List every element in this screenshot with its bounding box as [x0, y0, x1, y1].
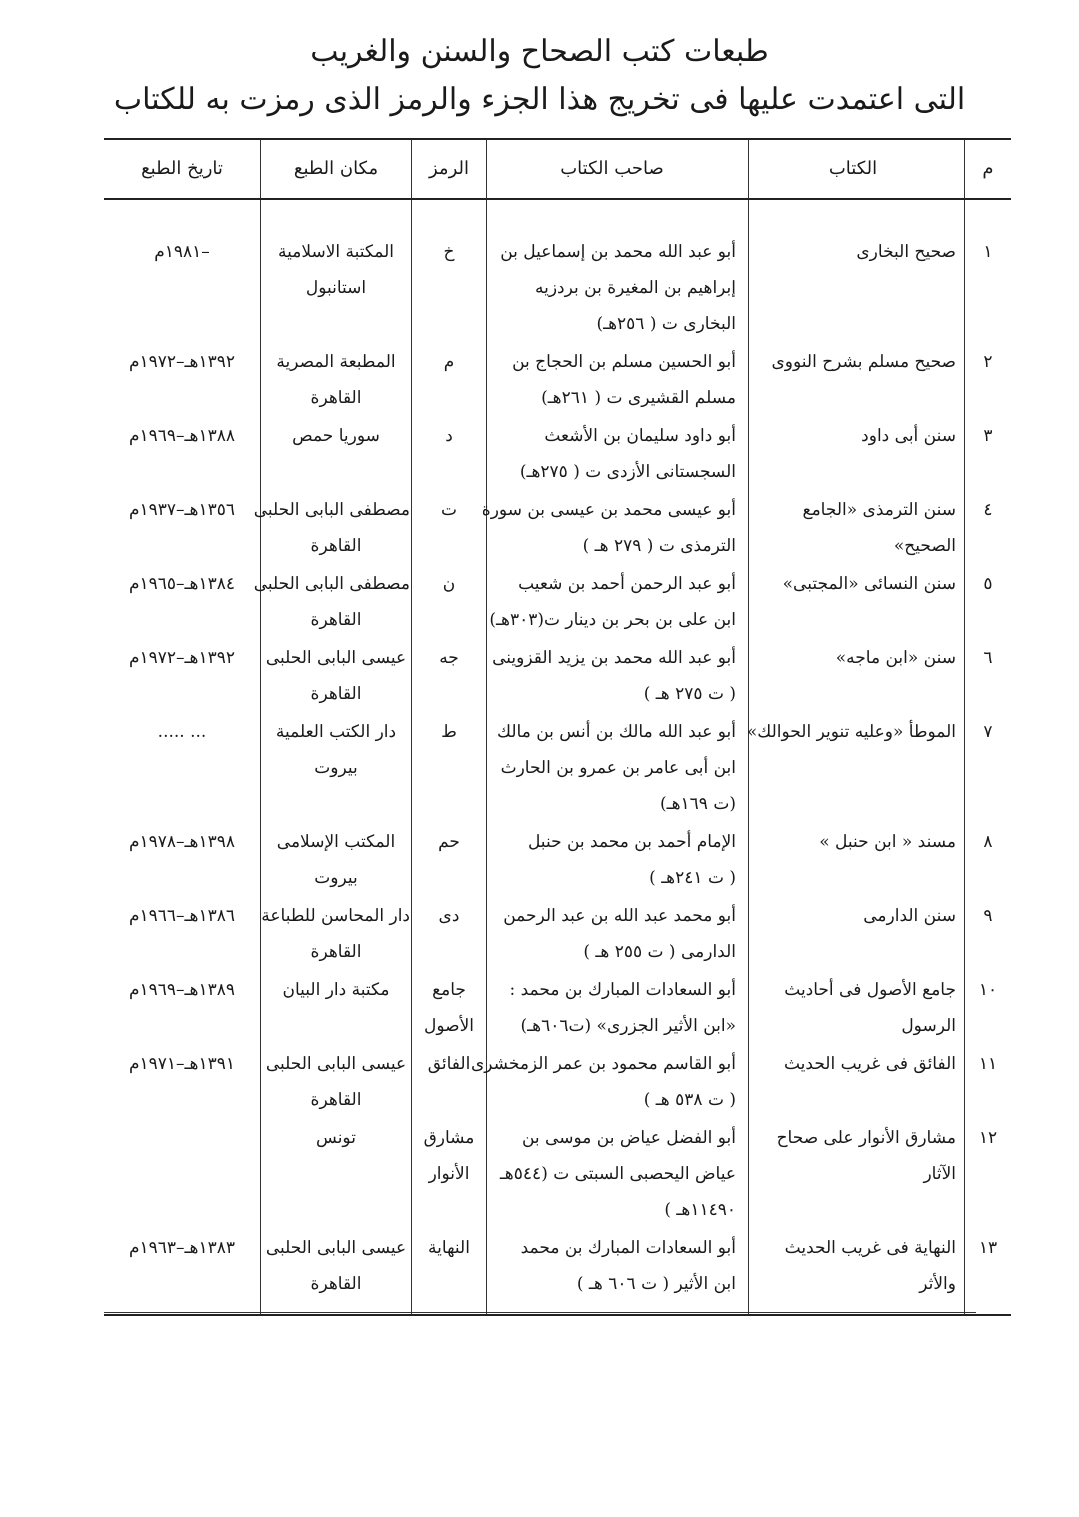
cell-author-line: السجستانى الأزدى ت ( ٢٧٥هـ) — [519, 462, 736, 482]
cell-author-line: ( ت ٢٤١هـ ) — [649, 868, 736, 888]
cell-author — [487, 418, 749, 492]
cell-number: ١٢ — [965, 1120, 1012, 1230]
cell-book-line: جامع الأصول فى أحاديث — [784, 980, 956, 1000]
cell-book — [749, 418, 965, 492]
cell-author-line: أبو القاسم محمود بن عمر الزمخشرى — [471, 1054, 736, 1074]
cell-book — [749, 972, 965, 1046]
cell-author-line: الإمام أحمد بن محمد بن حنبل — [527, 832, 736, 852]
cell-date-line: ١٣٩٢هـ–١٩٧٢م — [128, 352, 236, 372]
cell-date — [104, 972, 261, 1046]
cell-date — [104, 640, 261, 714]
cell-author — [487, 1230, 749, 1315]
cell-number: ١ — [965, 199, 1012, 344]
cell-date-line: –١٩٨١م — [154, 242, 210, 262]
cell-book — [749, 344, 965, 418]
cell-book — [749, 566, 965, 640]
cell-symbol — [412, 1120, 487, 1230]
cell-symbol-line: الفائق — [427, 1054, 471, 1074]
cell-symbol-line: دى — [438, 906, 460, 926]
cell-book-line: سنن أبى داود — [861, 426, 956, 446]
cell-author — [487, 972, 749, 1046]
cell-author-line: أبو عبد الله مالك بن أنس بن مالك — [497, 722, 736, 742]
cell-author-line: أبو داود سليمان بن الأشعث — [544, 426, 736, 446]
cell-author-line: عياض اليحصبى السبتى ت (٥٤٤هـ — [499, 1164, 736, 1184]
cell-symbol-line: ط — [441, 722, 457, 742]
cell-number: ٢ — [965, 344, 1012, 418]
cell-symbol — [412, 566, 487, 640]
cell-place-line: عيسى البابى الحلبى — [265, 1054, 407, 1074]
cell-book — [749, 898, 965, 972]
header-book: الكتاب — [749, 139, 965, 199]
cell-book-line: الفائق فى غريب الحديث — [783, 1054, 956, 1074]
cell-symbol-line: ن — [442, 574, 456, 594]
cell-author-line: الترمذى ت ( ٢٧٩ هـ ) — [582, 536, 736, 556]
cell-symbol — [412, 344, 487, 418]
cell-number: ١٣ — [965, 1230, 1012, 1315]
cell-author-line: ابن على بن بحر بن دينار ت(٣٠٣هـ) — [489, 610, 736, 630]
cell-book — [749, 1120, 965, 1230]
cell-place-line: المكتب الإسلامى — [276, 832, 396, 852]
cell-symbol — [412, 824, 487, 898]
cell-author — [471, 1046, 749, 1120]
cell-symbol-line: النهاية — [428, 1238, 470, 1258]
cell-place-line: استانبول — [305, 278, 367, 298]
cell-author — [487, 640, 749, 714]
book-editions-table — [104, 138, 1011, 1316]
table-row — [104, 1046, 1011, 1120]
cell-book-line: سنن الدارمى — [863, 906, 956, 926]
cell-book-line: الرسول — [901, 1016, 956, 1036]
table-header-row — [104, 139, 1011, 199]
cell-symbol — [412, 418, 487, 492]
cell-number: ٧ — [965, 714, 1012, 824]
page-title: طبعات كتب الصحاح والسنن والغريب — [310, 34, 769, 69]
cell-book-line: النهاية فى غريب الحديث — [784, 1238, 956, 1258]
cell-place — [261, 972, 412, 1046]
cell-date-line: ١٣٨٨هـ–١٩٦٩م — [128, 426, 236, 446]
cell-place-line: دار المحاسن للطباعة — [261, 906, 410, 926]
cell-date-line: ١٣٩٨هـ–١٩٧٨م — [128, 832, 236, 852]
cell-number: ١٠ — [965, 972, 1012, 1046]
cell-date — [104, 492, 261, 566]
cell-place — [261, 1230, 412, 1315]
cell-date-line: ١٣٨٦هـ–١٩٦٦م — [128, 906, 236, 926]
cell-number: ٥ — [965, 566, 1012, 640]
cell-author-line: أبو عيسى محمد بن عيسى بن سورة — [481, 500, 736, 520]
cell-book — [746, 714, 965, 824]
cell-author-line: ابن الأثير ( ت ٦٠٦ هـ ) — [576, 1274, 736, 1294]
cell-place — [261, 640, 412, 714]
cell-place — [261, 1046, 412, 1120]
cell-place-line: مصطفى البابى الحلبى — [253, 574, 410, 594]
cell-symbol-line: حم — [438, 832, 460, 852]
cell-author-line: أبو محمد عبد الله بن عبد الرحمن — [503, 906, 736, 926]
table-row — [104, 344, 1011, 418]
cell-place-line: القاهرة — [310, 388, 362, 408]
header-place: مكان الطبع — [261, 139, 412, 199]
cell-date — [104, 824, 261, 898]
cell-book — [749, 492, 965, 566]
header-date: تاريخ الطبع — [104, 139, 261, 199]
cell-author-line: ١١٤٩٠هـ ) — [664, 1200, 736, 1220]
cell-author-line: إبراهيم بن المغيرة بن بردزيه — [534, 278, 736, 298]
cell-symbol-line: الأنوار — [428, 1164, 470, 1184]
cell-book-line: والأثر — [919, 1274, 956, 1294]
cell-symbol — [412, 199, 487, 344]
cell-date — [104, 714, 261, 824]
table-row — [104, 1120, 1011, 1230]
cell-symbol-line: د — [445, 426, 453, 446]
cell-date-line: ١٣٩١هـ–١٩٧١م — [128, 1054, 236, 1074]
cell-place-line: القاهرة — [310, 942, 362, 962]
cell-book-line: صحيح مسلم بشرح النووى — [771, 352, 956, 372]
cell-symbol-line: جامع — [432, 980, 466, 1000]
cell-author-line: أبو عبد الرحمن أحمد بن شعيب — [518, 574, 736, 594]
cell-book-line: مشارق الأنوار على صحاح — [776, 1128, 956, 1148]
cell-symbol-line: م — [443, 352, 455, 372]
cell-author-line: أبو الفضل عياض بن موسى بن — [521, 1128, 736, 1148]
cell-symbol-line: الأصول — [424, 1016, 474, 1036]
cell-symbol-line: مشارق — [423, 1128, 475, 1148]
table-row — [104, 898, 1011, 972]
cell-author-line: أبو الحسين مسلم بن الحجاج بن — [512, 352, 736, 372]
cell-place-line: عيسى البابى الحلبى — [265, 1238, 407, 1258]
cell-number: ٩ — [965, 898, 1012, 972]
cell-number: ١١ — [965, 1046, 1012, 1120]
cell-date — [104, 1230, 261, 1315]
cell-place-line: القاهرة — [310, 684, 362, 704]
cell-date — [104, 199, 261, 344]
cell-author — [487, 714, 749, 824]
cell-place-line: القاهرة — [310, 610, 362, 630]
cell-number: ٨ — [965, 824, 1012, 898]
cell-place-line: المطبعة المصرية — [276, 352, 396, 372]
cell-place — [261, 199, 412, 344]
cell-author-line: ابن أبى عامر بن عمرو بن الحارث — [500, 758, 736, 778]
cell-place-line: بيروت — [314, 758, 358, 778]
table-row — [104, 566, 1011, 640]
cell-book-line: الصحيح» — [893, 536, 956, 556]
page-subtitle: التى اعتمدت عليها فى تخريج هذا الجزء والرمز الذى رمزت به للكتاب — [113, 82, 966, 117]
cell-author — [487, 898, 749, 972]
cell-place-line: عيسى البابى الحلبى — [265, 648, 407, 668]
table-row — [104, 640, 1011, 714]
cell-place-line: دار الكتب العلمية — [275, 722, 397, 742]
cell-book-line: سنن الترمذى «الجامع — [802, 500, 956, 520]
cell-author-line: أبو عبد الله محمد بن إسماعيل بن — [500, 242, 736, 262]
table-row — [104, 492, 1011, 566]
bottom-rule — [104, 1312, 976, 1313]
cell-date — [104, 344, 261, 418]
cell-place-line: المكتبة الاسلامية — [277, 242, 395, 262]
cell-place-line: مكتبة دار البيان — [282, 980, 390, 1000]
header-symbol: الرمز — [412, 139, 487, 199]
cell-symbol — [412, 640, 487, 714]
cell-author-line: أبو السعادات المبارك بن محمد — [520, 1238, 736, 1258]
cell-author — [487, 199, 749, 344]
cell-number: ٣ — [965, 418, 1012, 492]
cell-place-line: القاهرة — [310, 1274, 362, 1294]
cell-place-line: القاهرة — [310, 536, 362, 556]
cell-author-line: الدارمى ( ت ٢٥٥ هـ ) — [583, 942, 736, 962]
cell-symbol-line: خ — [443, 242, 455, 262]
cell-place — [261, 898, 412, 972]
cell-book-line: الموطأ «وعليه تنوير الحوالك» — [746, 722, 956, 742]
cell-date-line: ١٣٨٤هـ–١٩٦٥م — [128, 574, 236, 594]
cell-book-line: مسند « ابن حنبل » — [819, 832, 956, 852]
cell-symbol — [412, 492, 487, 566]
cell-date — [104, 1046, 261, 1120]
cell-date-line: ١٣٨٣هـ–١٩٦٣م — [128, 1238, 236, 1258]
cell-author — [487, 566, 749, 640]
cell-book — [749, 199, 965, 344]
cell-date-line: ١٣٥٦هـ–١٩٣٧م — [128, 500, 236, 520]
cell-author-line: ( ت ٢٧٥ هـ ) — [643, 684, 736, 704]
cell-symbol — [412, 714, 487, 824]
cell-symbol — [412, 972, 487, 1046]
header-number: م — [965, 139, 1012, 199]
table-row — [104, 1230, 1011, 1315]
cell-symbol-line: جه — [439, 648, 459, 668]
cell-number: ٦ — [965, 640, 1012, 714]
cell-date — [104, 1120, 261, 1230]
cell-author-line: أبو عبد الله محمد بن يزيد القزوينى — [492, 648, 736, 668]
cell-date-line: ١٣٨٩هـ–١٩٦٩م — [128, 980, 236, 1000]
cell-author-line: أبو السعادات المبارك بن محمد : — [509, 980, 736, 1000]
cell-author-line: البخارى ت ( ٢٥٦هـ) — [596, 314, 736, 334]
cell-symbol — [412, 898, 487, 972]
cell-author-line: مسلم القشيرى ت ( ٢٦١هـ) — [541, 388, 736, 408]
table-row — [104, 824, 1011, 898]
cell-book — [749, 1046, 965, 1120]
cell-book-line: صحيح البخارى — [856, 242, 956, 262]
cell-place-line: القاهرة — [310, 1090, 362, 1110]
cell-author-line: (ت ١٦٩هـ) — [659, 794, 736, 814]
table-row — [104, 972, 1011, 1046]
cell-number: ٤ — [965, 492, 1012, 566]
cell-place-line: مصطفى البابى الحلبى — [253, 500, 410, 520]
cell-place — [261, 824, 412, 898]
table-row — [104, 714, 1011, 824]
cell-author-line: ( ت ٥٣٨ هـ ) — [643, 1090, 736, 1110]
cell-place-line: سوريا حمص — [292, 426, 380, 446]
cell-symbol-line: ت — [440, 500, 457, 520]
cell-place-line: تونس — [316, 1128, 356, 1148]
cell-book — [749, 824, 965, 898]
cell-date — [104, 898, 261, 972]
cell-book-line: سنن النسائى «المجتبى» — [782, 574, 956, 594]
cell-place-line: بيروت — [314, 868, 358, 888]
cell-author-line: «ابن الأثير الجزرى» (ت٦٠٦هـ) — [520, 1016, 736, 1036]
cell-book-line: سنن «ابن ماجه» — [835, 648, 956, 668]
cell-place — [253, 566, 412, 640]
table-row — [104, 199, 1011, 344]
cell-place — [261, 418, 412, 492]
table-row — [104, 418, 1011, 492]
cell-symbol — [412, 1230, 487, 1315]
cell-author — [487, 1120, 749, 1230]
cell-book-line: الآثار — [923, 1164, 956, 1184]
cell-place — [261, 344, 412, 418]
cell-place — [261, 1120, 412, 1230]
cell-date-line: ١٣٩٢هـ–١٩٧٢م — [128, 648, 236, 668]
cell-date — [104, 566, 261, 640]
cell-date — [104, 418, 261, 492]
cell-author — [487, 824, 749, 898]
cell-place — [261, 714, 412, 824]
header-author: صاحب الكتاب — [487, 139, 749, 199]
cell-author — [487, 344, 749, 418]
cell-book — [749, 640, 965, 714]
cell-author — [481, 492, 749, 566]
cell-place — [253, 492, 412, 566]
cell-book — [749, 1230, 965, 1315]
table-body — [104, 199, 1011, 1315]
cell-date-line: ... ..... — [157, 722, 207, 742]
